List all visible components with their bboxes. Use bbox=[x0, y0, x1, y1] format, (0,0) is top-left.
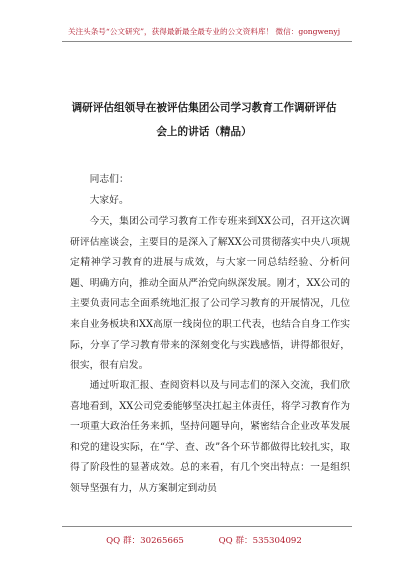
greeting: 大家好。 bbox=[89, 195, 129, 206]
body-paragraph-2: 通过听取汇报、查阅资料以及与同志们的深入交流，我们欣喜地看到，XX公司党委能够坚决扛起主体责任，将学习教育作为一项重大政治任务来抓，坚持问题导向，紧密结合企业改革发展和党的建设实际，在“学、查、改”各个环节都做得比较扎实，取得了阶段性的显著成效。总的来看，有几个突出特点：一是组织领导坚强有力，从方案制定到动员 bbox=[70, 380, 350, 494]
footer-qq-group-2: QQ 群：535304092 bbox=[218, 536, 302, 546]
body-paragraph-1: 今天，集团公司学习教育工作专班来到XX公司，召开这次调研评估座谈会，主要目的是深入了解XX公司贯彻落实中央八项规定精神学习教育的进展与成效，与大家一同总结经验、分析问题、明确方向，推动全面从严治党向纵深发展。刚才，XX公司的主要负责同志全面系统地汇报了公司学习教育的开展情况，几位来自业务板块和XX高原一线岗位的职工代表，也结合自身工作实际，分享了学习教育带来的深刻变化与实践感悟，讲得都很好，很实，很有启发。 bbox=[70, 216, 350, 372]
footer bbox=[0, 534, 408, 546]
document-title-line-2: 会上的讲话（精品） bbox=[156, 126, 252, 138]
salutation: 同志们： bbox=[89, 174, 129, 185]
document-title-line-1: 调研评估组领导在被评估集团公司学习教育工作调研评估 bbox=[71, 102, 337, 114]
header-banner: 关注头条号“公文研究”，获得最新最全最专业的公文资料库！ 微信：gongwenyj bbox=[67, 27, 341, 36]
footer-divider bbox=[62, 526, 352, 527]
footer-qq-group-1: QQ 群：30265665 bbox=[106, 536, 184, 546]
header-divider bbox=[62, 41, 352, 42]
